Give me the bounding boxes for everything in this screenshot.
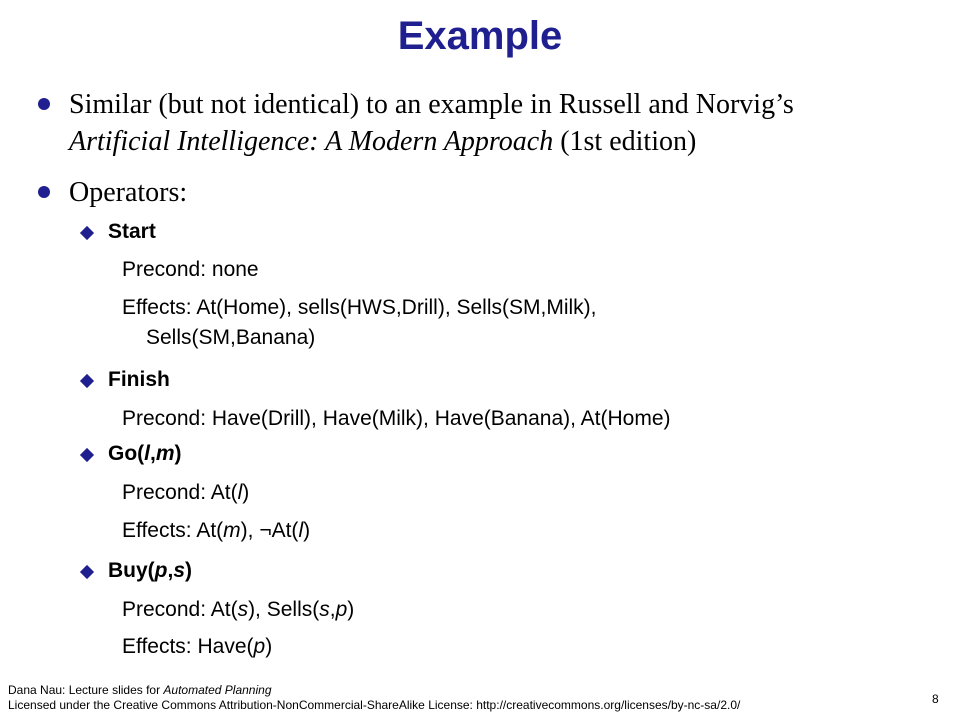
footer-license: Licensed under the Creative Commons Attribution-NonCommercial-ShareAlike License: http://creativecommons.org/licenses/by-nc-sa/2.0/ <box>8 698 741 712</box>
footer-credits <box>8 683 740 713</box>
op-go-precond: Precond: At(l) <box>122 481 250 504</box>
intro-text-b: (1st edition) <box>553 126 697 157</box>
book-title: Artificial Intelligence: A Modern Approach <box>69 126 554 157</box>
bullet-dot-icon <box>38 186 50 198</box>
op-go-effects: Effects: At(m), ¬At(l) <box>122 519 311 542</box>
intro-text-a: Similar (but not identical) to an example in Russell and Norvig’s <box>69 89 794 120</box>
bullet-dot-icon <box>38 98 50 110</box>
slide-title: Example <box>397 14 563 58</box>
diamond-bullet-icon <box>80 448 94 462</box>
op-start-effects-line2: Sells(SM,Banana) <box>146 326 316 349</box>
page-number: 8 <box>932 692 939 706</box>
op-buy-precond: Precond: At(s), Sells(s,p) <box>122 598 355 621</box>
op-start-effects-line1: Effects: At(Home), sells(HWS,Drill), Sells(SM,Milk), <box>122 296 597 319</box>
diamond-bullet-icon <box>80 226 94 240</box>
footer-line1: Dana Nau: Lecture slides for Automated Planning <box>8 683 272 697</box>
op-finish-name: Finish <box>108 368 170 391</box>
diamond-bullet-icon <box>80 374 94 388</box>
op-buy-name: Buy(p,s) <box>108 559 193 582</box>
op-buy-effects: Effects: Have(p) <box>122 635 273 658</box>
bullet-operators-text: Operators: <box>69 177 188 208</box>
op-finish-precond: Precond: Have(Drill), Have(Milk), Have(Banana), At(Home) <box>122 407 671 430</box>
diamond-bullet-icon <box>80 565 94 579</box>
negation-symbol: ¬ <box>259 519 272 542</box>
op-start-effects <box>122 293 596 353</box>
bullet-intro-text <box>69 86 929 160</box>
op-go-name: Go(l,m) <box>108 442 182 465</box>
op-start-name: Start <box>108 220 156 243</box>
op-start-precond: Precond: none <box>122 258 259 281</box>
